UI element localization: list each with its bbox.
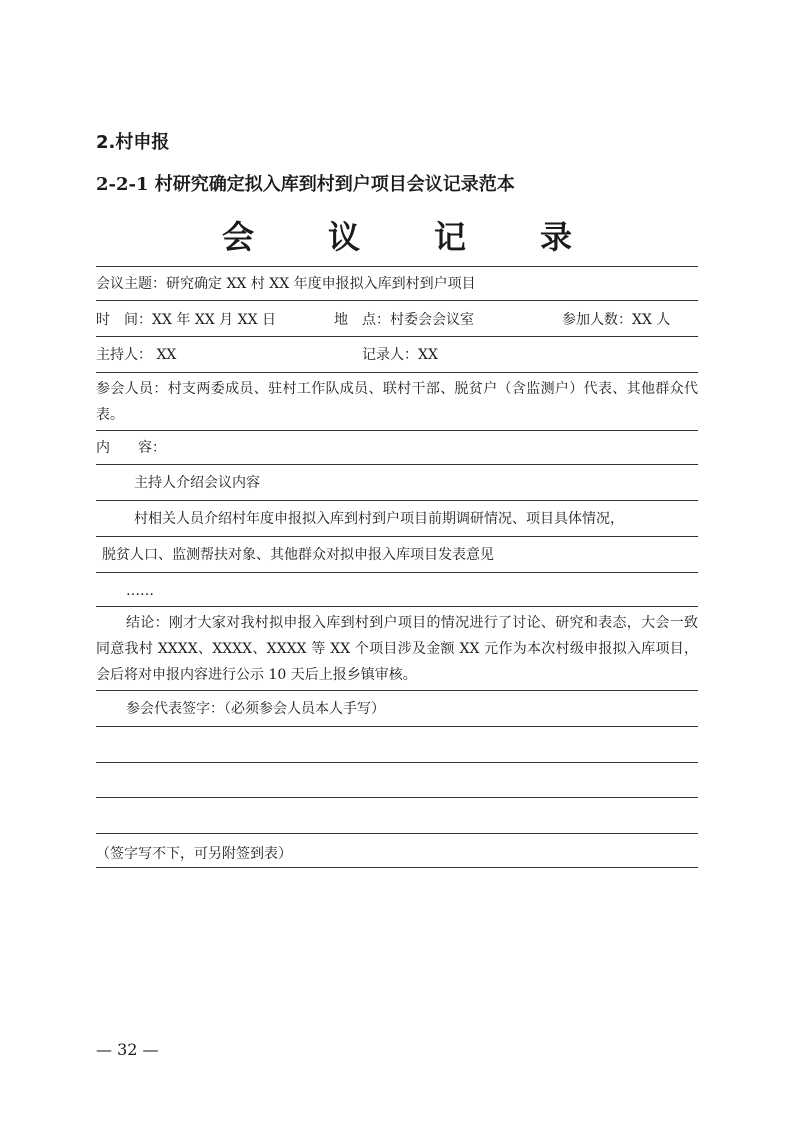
- form-rule: [96, 797, 698, 798]
- form-rule: [96, 606, 698, 607]
- content-item: 村相关人员介绍村年度申报拟入库到村到户项目前期调研情况、项目具体情况，: [134, 511, 624, 527]
- title-char: 录: [540, 218, 573, 256]
- form-rule: [96, 266, 698, 267]
- form-rule: [96, 572, 698, 573]
- host-row: [96, 343, 698, 367]
- form-rule: [96, 536, 698, 537]
- form-rule: [96, 336, 698, 337]
- content-label: 内 容：: [96, 440, 166, 456]
- form-rule: [96, 833, 698, 834]
- page-number: — 32 —: [96, 1040, 159, 1059]
- meeting-recorder: 记录人：XX: [362, 347, 438, 363]
- form-rule: [96, 500, 698, 501]
- content-item: 主持人介绍会议内容: [134, 475, 260, 491]
- topic-row: [96, 272, 698, 296]
- section-heading: 2.村申报: [96, 132, 170, 153]
- form-rule: [96, 690, 698, 691]
- meeting-place: 地 点：村委会会议室: [334, 312, 474, 328]
- meeting-host: 主持人： XX: [96, 347, 177, 363]
- attendee-count: 参加人数：XX 人: [562, 312, 671, 328]
- time-place-row: [96, 308, 698, 332]
- form-rule: [96, 726, 698, 727]
- content-ellipsis: ……: [126, 583, 154, 599]
- participants-row: 参会人员：村支两委成员、驻村工作队成员、联村干部、脱贫户（含监测户）代表、其他群众代表。: [96, 381, 698, 423]
- content-label-row: [96, 436, 698, 460]
- content-item: 脱贫人口、监测帮扶对象、其他群众对拟申报入库项目发表意见: [102, 547, 494, 563]
- conclusion-paragraph: 结论：刚才大家对我村拟申报入库到村到户项目的情况进行了讨论、研究和表态，大会一致同意我村 XXXX、XXXX、XXXX 等 XX 个项目涉及金额 XX 元作为本次村级申报拟入库项目，会后将对申报内容进行公示 10 天后上报乡镇审核。: [96, 615, 698, 683]
- page-title: [96, 212, 698, 256]
- form-rule: [96, 762, 698, 763]
- form-rule: [96, 867, 698, 868]
- form-rule: [96, 464, 698, 465]
- signature-note: （签字写不下，可另附签到表）: [96, 846, 292, 862]
- sub-heading: 2-2-1 村研究确定拟入库到村到户项目会议记录范本: [96, 174, 515, 195]
- form-rule: [96, 430, 698, 431]
- signature-label: 参会代表签字：（必须参会人员本人手写）: [126, 701, 385, 717]
- meeting-topic: 会议主题：研究确定 XX 村 XX 年度申报拟入库到村到户项目: [96, 276, 476, 292]
- form-rule: [96, 372, 698, 373]
- title-char: 议: [327, 218, 360, 256]
- meeting-time: 时 间：XX 年 XX 月 XX 日: [96, 312, 277, 328]
- form-rule: [96, 300, 698, 301]
- title-char: 记: [434, 218, 467, 256]
- title-char: 会: [221, 218, 254, 256]
